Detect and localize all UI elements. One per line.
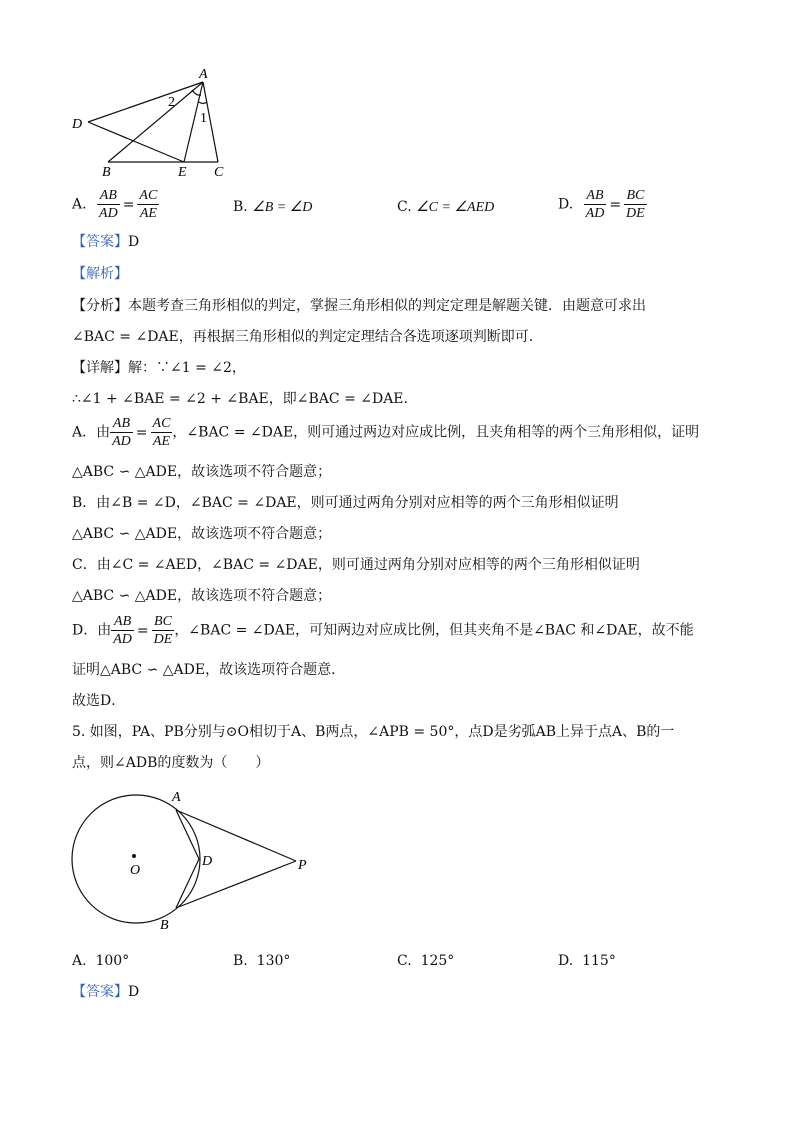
q4-option-b: B. ∠B = ∠D — [233, 199, 313, 215]
q4-explain-d-line2: 证明△ABC ∽ △ADE，故该选项符合题意． — [72, 662, 346, 678]
q5-stem-line2: 点，则∠ADB的度数为（ ） — [72, 755, 270, 771]
q4-explain-d-line1: D．由 $\frac{AB}{AD}$ = $\frac{BC}{DE}$ ，∠BAC = ∠DAE，可知两边对应成比例，但其夹角不是∠BAC 和∠DAE，故不能 — [72, 614, 694, 647]
q4-fenxi-line2: ∠BAC = ∠DAE，再根据三角形相似的判定定理结合各选项逐项判断即可． — [72, 329, 543, 345]
q5-option-a: A. 100° — [72, 953, 130, 969]
label-P: P — [298, 858, 307, 873]
q5-answer: 【答案】D — [72, 984, 140, 1000]
angle-1-label: 1 — [200, 111, 207, 126]
label-D: D — [72, 117, 83, 132]
q5-option-d: D. 115° — [558, 953, 616, 969]
q5-option-c: C. 125° — [397, 953, 455, 969]
q4-explain-a-line1: A．由 $\frac{AB}{AD}$ = $\frac{AC}{AE}$ ，∠BAC = ∠DAE，则可通过两边对应成比例，且夹角相等的两个三角形相似，证明 — [72, 416, 700, 449]
label-B: B — [160, 918, 169, 933]
q4-fenxi-line1: 【分析】本题考查三角形相似的判定，掌握三角形相似的判定定理是解题关键．由题意可求出 — [72, 298, 646, 314]
label-B: B — [102, 165, 111, 180]
label-A: A — [172, 790, 181, 805]
q4-analysis-tag: 【解析】 — [72, 266, 128, 282]
circle-tangent-figure — [60, 783, 320, 943]
q5-stem-line1: 5. 如图，PA、PB分别与⊙O相切于A、B两点，∠APB = 50°，点D是劣弧AB上异于点A、B的一 — [72, 724, 675, 740]
q5-option-b: B. 130° — [233, 953, 291, 969]
center-dot — [132, 854, 136, 858]
label-D: D — [202, 854, 213, 869]
q4-explain-c-line1: C．由∠C = ∠AED，∠BAC = ∠DAE，则可通过两角分别对应相等的两个三角形相似证明 — [72, 557, 640, 573]
q4-explain-c-line2: △ABC ∽ △ADE，故该选项不符合题意； — [72, 588, 332, 604]
q4-option-a: A. $\frac{AB}{AD}$ = $\frac{AC}{AE}$ — [72, 188, 158, 221]
angle-2-label: 2 — [168, 95, 175, 110]
q4-option-c: C. ∠C = ∠AED — [397, 199, 495, 215]
triangle-figure — [60, 62, 240, 182]
q4-detail-line2: ∴∠1 + ∠BAE = ∠2 + ∠BAE，即∠BAC = ∠DAE． — [72, 391, 418, 407]
q4-detail-line1: 【详解】解：∵∠1 = ∠2， — [72, 360, 246, 376]
q4-answer: 【答案】D — [72, 234, 140, 250]
q4-explain-a-line2: △ABC ∽ △ADE，故该选项不符合题意； — [72, 464, 332, 480]
q4-conclusion: 故选D． — [72, 693, 126, 709]
label-A: A — [199, 67, 208, 82]
label-O: O — [130, 863, 141, 878]
q4-explain-b-line1: B．由∠B = ∠D，∠BAC = ∠DAE，则可通过两角分别对应相等的两个三角形相似证明 — [72, 495, 619, 511]
label-C: C — [214, 165, 224, 180]
label-E: E — [178, 165, 187, 180]
q4-option-d: D. $\frac{AB}{AD}$ = $\frac{BC}{DE}$ — [558, 188, 645, 221]
q4-explain-b-line2: △ABC ∽ △ADE，故该选项不符合题意； — [72, 526, 332, 542]
